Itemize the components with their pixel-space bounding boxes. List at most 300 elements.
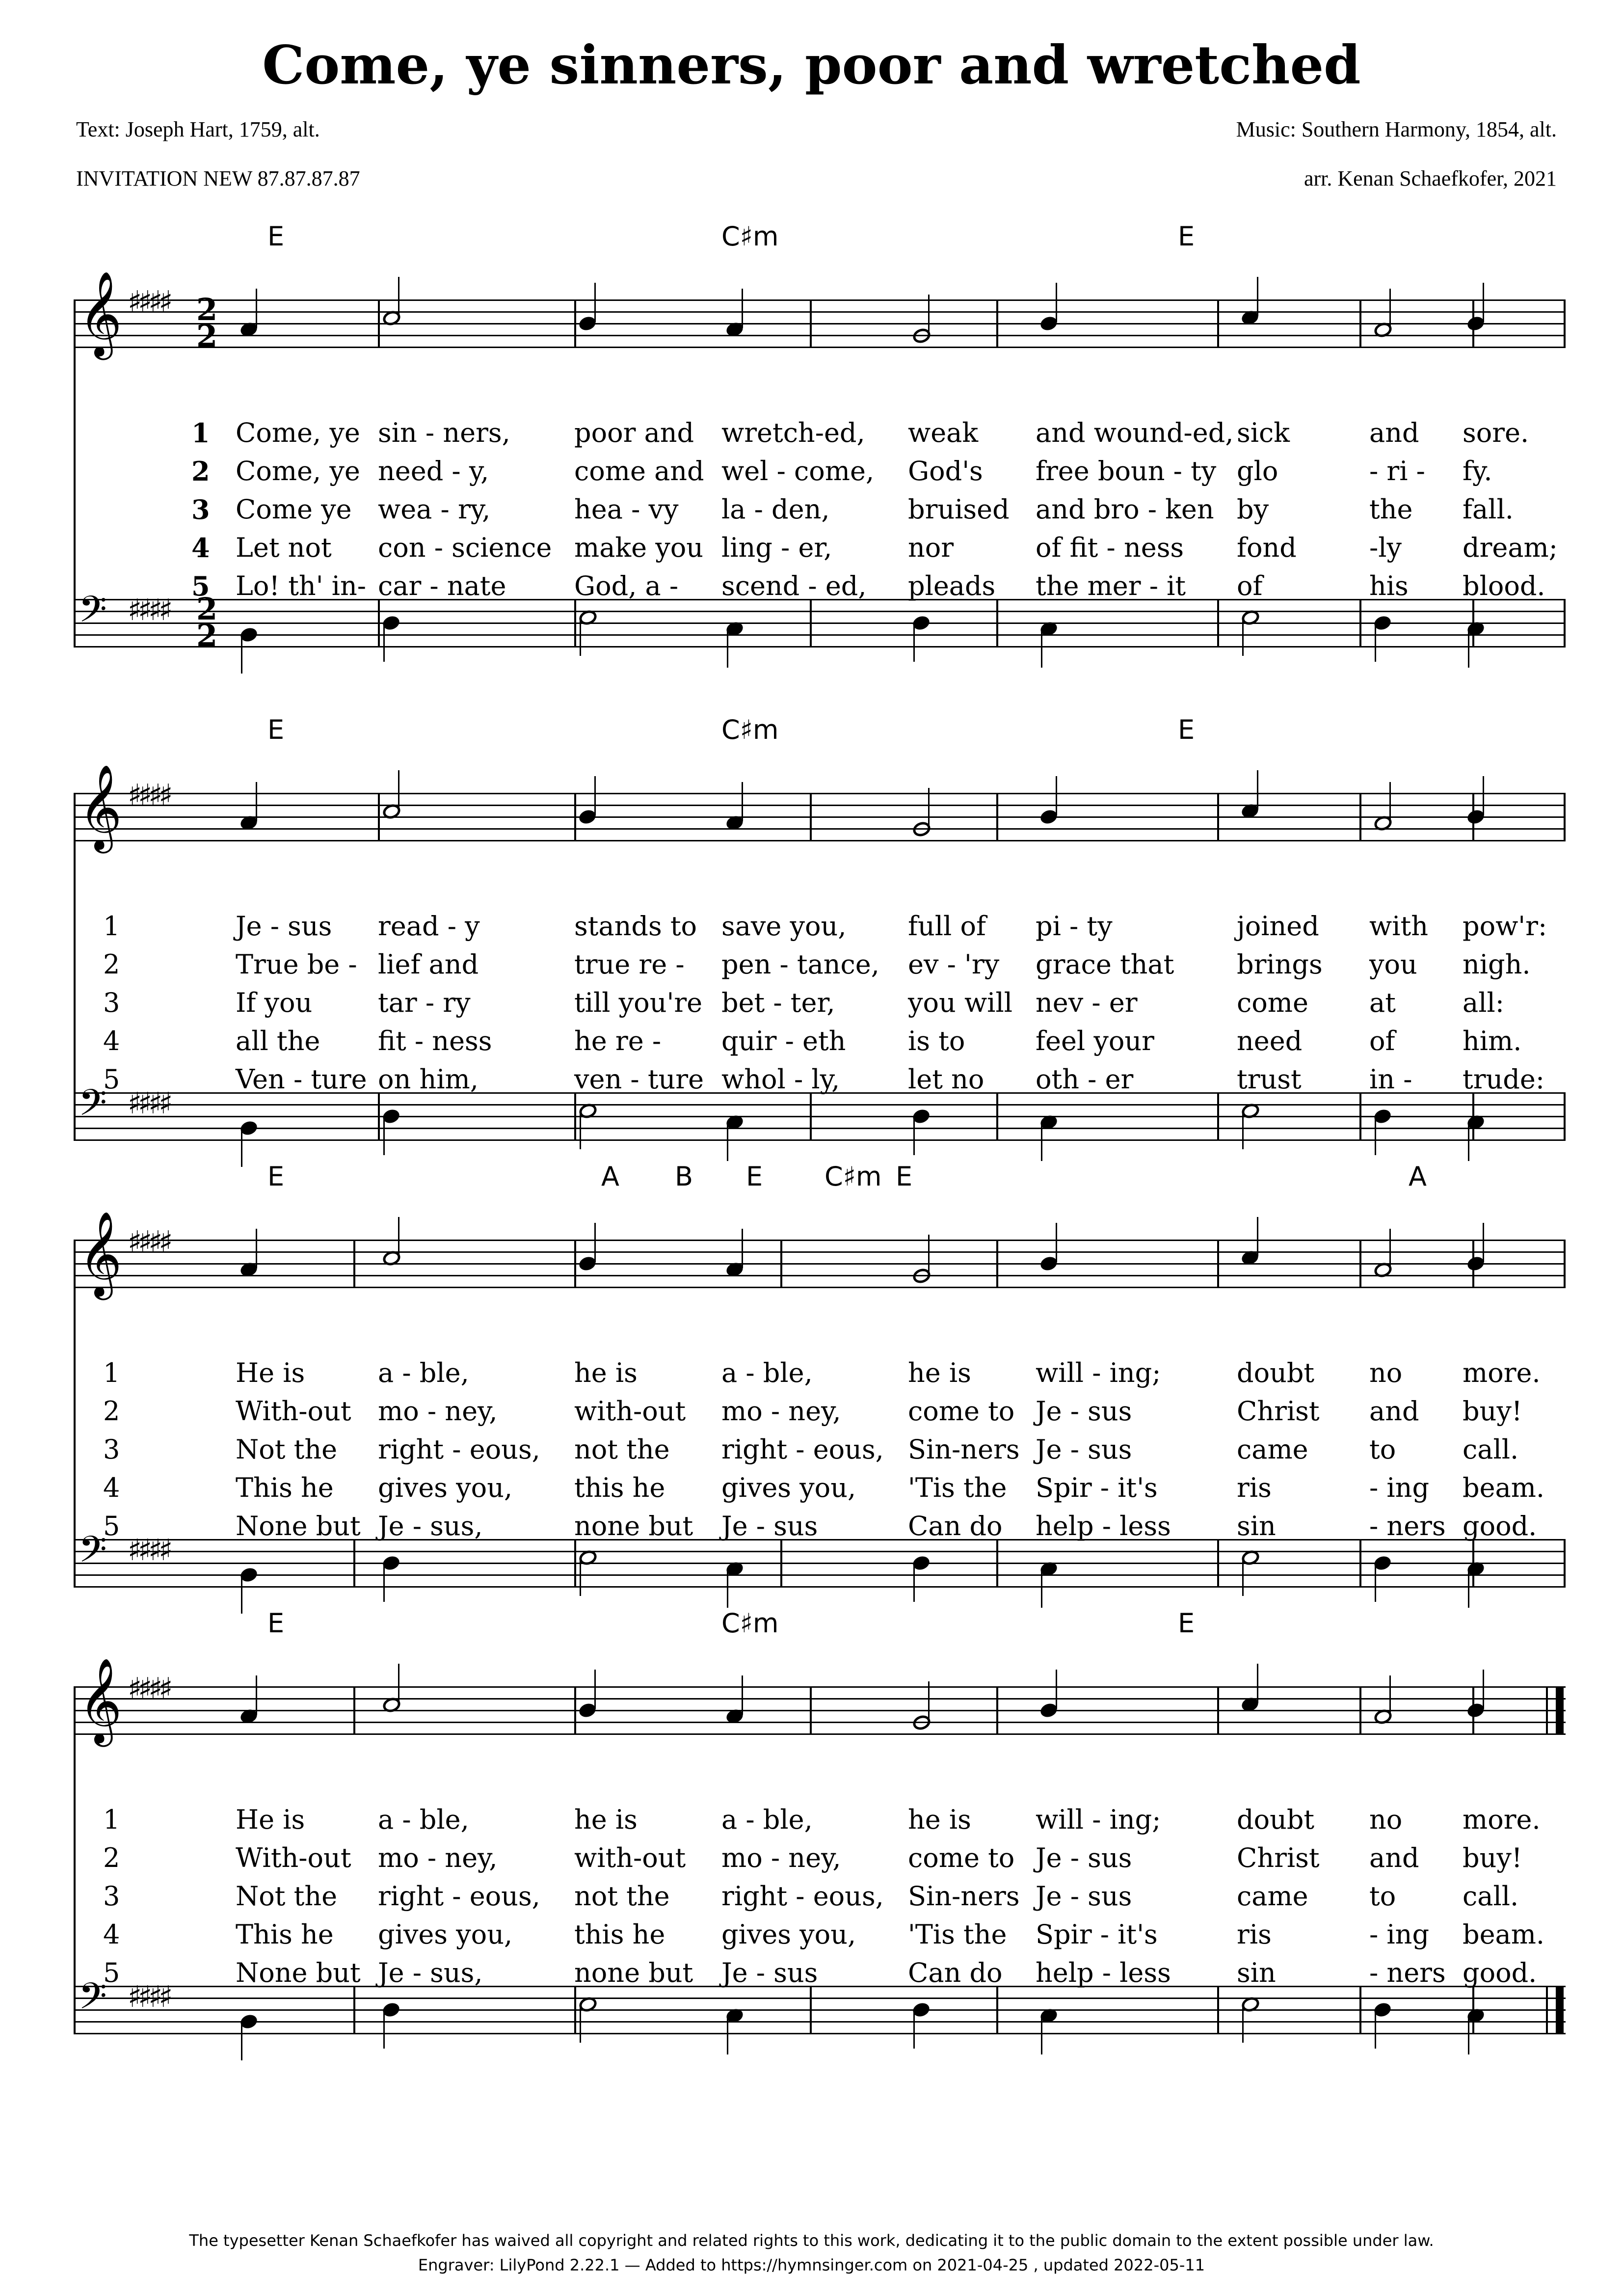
lyric-syllable: you: [1369, 949, 1417, 980]
note-stem: [913, 1116, 915, 1155]
note-stem: [928, 1235, 930, 1274]
verse-number: 1: [103, 1357, 120, 1388]
lyric-syllable: a - ble,: [721, 1357, 813, 1388]
lyric-syllable: God, a -: [574, 570, 679, 601]
lyric-syllable: - ners: [1369, 1511, 1446, 1541]
lyric-syllable: he re -: [574, 1026, 662, 1056]
footer-license: The typesetter Kenan Schaefkofer has waived all copyright and related rights to this work, dedicating it to the public domain to the extent possible under law.: [189, 2231, 1434, 2250]
time-signature-top: 2: [196, 292, 218, 327]
staff-line: [74, 1722, 1566, 1723]
verse-number: 4: [103, 1919, 120, 1950]
lyric-syllable: right - eous,: [378, 1881, 540, 1912]
lyric-syllable: not the: [574, 1434, 670, 1465]
barline: [1217, 299, 1219, 348]
lyric-syllable: with-out: [574, 1396, 686, 1427]
barline: [996, 599, 998, 648]
note-stem: [383, 1116, 385, 1155]
lyric-syllable: doubt: [1237, 1357, 1315, 1388]
lyric-syllable: right - eous,: [721, 1434, 884, 1465]
chord-symbol: C♯m: [721, 714, 779, 745]
note-stem: [727, 628, 728, 668]
barline: [810, 793, 812, 841]
lyric-syllable: Not the: [236, 1434, 338, 1465]
bass-clef-icon: 𝄢: [79, 1528, 107, 1580]
lyric-syllable: Spir - it's: [1036, 1919, 1158, 1950]
lyric-syllable: fall.: [1463, 494, 1514, 525]
lyric-syllable: Je - sus,: [378, 1957, 483, 1988]
lyric-syllable: feel your: [1036, 1026, 1154, 1056]
barline: [574, 1539, 576, 1588]
lyric-syllable: gives you,: [721, 1919, 856, 1950]
note-stem: [1257, 770, 1258, 810]
lyric-syllable: Can do: [908, 1511, 1003, 1541]
barline: [1217, 1539, 1219, 1588]
lyric-syllable: oth - er: [1036, 1064, 1134, 1095]
lyric-syllable: came: [1237, 1881, 1308, 1912]
note-stem: [1483, 283, 1484, 322]
barline: [1217, 1240, 1219, 1288]
lyric-syllable: pleads: [908, 570, 996, 601]
lyric-syllable: buy!: [1463, 1396, 1522, 1427]
lyric-syllable: true re -: [574, 949, 685, 980]
note-stem: [1041, 1568, 1042, 1608]
lyric-syllable: mo - ney,: [378, 1396, 498, 1427]
lyric-syllable: mo - ney,: [721, 1842, 841, 1873]
staff-line: [74, 2033, 1566, 2034]
key-signature-icon: ♯♯♯♯: [128, 1225, 169, 1259]
note-stem: [1483, 1223, 1484, 1262]
barline: [353, 1539, 355, 1588]
chord-symbol: E: [267, 714, 285, 745]
verse-5-lyrics: [74, 1957, 1566, 1992]
note-stem: [1389, 782, 1391, 821]
lyric-syllable: of: [1369, 1026, 1395, 1056]
lyric-syllable: is to: [908, 1026, 965, 1056]
note-stem: [1041, 2015, 1042, 2054]
lyric-syllable: - ners: [1369, 1957, 1446, 1988]
note-stem: [1375, 622, 1376, 662]
staff-line: [74, 646, 1566, 648]
lyric-syllable: poor and: [574, 417, 694, 448]
verse-number: 4: [103, 1472, 120, 1503]
key-signature-icon: ♯♯♯♯: [128, 1980, 169, 2014]
lyric-syllable: ling - er,: [721, 532, 832, 563]
lyric-syllable: help - less: [1036, 1511, 1171, 1541]
note-stem: [1257, 1217, 1258, 1256]
barline: [996, 1686, 998, 1735]
lyric-syllable: right - eous,: [378, 1434, 540, 1465]
bass-clef-icon: 𝄢: [79, 1081, 107, 1133]
lyric-syllable: None but: [236, 1957, 361, 1988]
note-stem: [594, 283, 596, 322]
treble-staff: [74, 1211, 1566, 1297]
lyric-syllable: - ri -: [1369, 456, 1425, 486]
note-stem: [1483, 776, 1484, 815]
staff-line: [74, 311, 1566, 313]
note-stem: [398, 1217, 399, 1256]
lyric-syllable: This he: [236, 1472, 334, 1503]
lyric-syllable: the mer - it: [1036, 570, 1186, 601]
lyric-syllable: 'Tis the: [908, 1472, 1007, 1503]
barline: [378, 299, 380, 348]
lyric-syllable: call.: [1463, 1881, 1519, 1912]
lyric-syllable: ven - ture: [574, 1064, 704, 1095]
note-stem: [580, 617, 581, 656]
lyric-syllable: a - ble,: [378, 1357, 469, 1388]
note-stem: [742, 289, 743, 328]
lyric-syllable: he is: [574, 1357, 638, 1388]
barline: [574, 1686, 576, 1735]
staff-line: [74, 793, 1566, 794]
verse-4-lyrics: [74, 1919, 1566, 1953]
staff-line: [74, 840, 1566, 841]
barline: [810, 299, 812, 348]
key-signature-icon: ♯♯♯♯: [128, 593, 169, 627]
lyric-syllable: make you: [574, 532, 704, 563]
barline: [996, 1092, 998, 1141]
verse-4-lyrics: [74, 1472, 1566, 1507]
lyric-syllable: more.: [1463, 1357, 1541, 1388]
lyric-syllable: wretch-ed,: [721, 417, 865, 448]
lyric-syllable: Je - sus,: [378, 1511, 483, 1541]
lyric-syllable: nigh.: [1463, 949, 1531, 980]
lyric-syllable: to: [1369, 1434, 1396, 1465]
lyric-syllable: stands to: [574, 911, 697, 942]
lyric-syllable: dream;: [1463, 532, 1558, 563]
lyric-syllable: with-out: [574, 1842, 686, 1873]
lyric-syllable: grace that: [1036, 949, 1174, 980]
note-stem: [928, 1681, 930, 1721]
verse-5-lyrics: [74, 570, 1566, 605]
note-stem: [1056, 283, 1057, 322]
key-signature-icon: ♯♯♯♯: [128, 1533, 169, 1567]
lyric-syllable: till you're: [574, 987, 703, 1018]
lyric-syllable: joined: [1237, 911, 1319, 942]
lyric-syllable: blood.: [1463, 570, 1545, 601]
note-stem: [1375, 2009, 1376, 2049]
barline: [378, 599, 380, 648]
verse-1-lyrics: [74, 417, 1566, 452]
lyric-syllable: Je - sus: [236, 911, 332, 942]
note-stem: [594, 776, 596, 815]
barline: [574, 793, 576, 841]
lyric-syllable: Sin-ners: [908, 1434, 1020, 1465]
note-stem: [727, 1568, 728, 1608]
lyric-syllable: come to: [908, 1842, 1015, 1873]
verse-number: 1: [103, 911, 120, 942]
treble-clef-icon: 𝄞: [79, 764, 122, 850]
key-signature-icon: ♯♯♯♯: [128, 778, 169, 812]
note-stem: [742, 1229, 743, 1268]
barline: [574, 1092, 576, 1141]
lyric-syllable: not the: [574, 1881, 670, 1912]
staff-line: [74, 347, 1566, 348]
lyric-syllable: Je - sus: [1036, 1881, 1132, 1912]
staff-line: [74, 1574, 1566, 1576]
lyric-syllable: all the: [236, 1026, 320, 1056]
lyric-syllable: fit - ness: [378, 1026, 492, 1056]
barline: [1359, 1686, 1361, 1735]
barline: [1564, 299, 1566, 348]
barline: [1359, 1986, 1361, 2034]
note-stem: [398, 277, 399, 316]
lyric-syllable: full of: [908, 911, 986, 942]
footer-engraver: Engraver: LilyPond 2.22.1 — Added to https://hymnsinger.com on 2021-04-25 , updated 2022-05-11: [418, 2256, 1205, 2274]
lyric-syllable: buy!: [1463, 1842, 1522, 1873]
staff-line: [74, 1263, 1566, 1265]
note-stem: [1375, 1116, 1376, 1155]
verse-number: 5: [191, 570, 210, 602]
note-stem: [1041, 628, 1042, 668]
lyric-syllable: Let not: [236, 532, 332, 563]
lyric-syllable: beam.: [1463, 1919, 1545, 1950]
staff-line: [74, 323, 1566, 324]
barline: [1564, 793, 1566, 841]
note-stem: [398, 1664, 399, 1703]
lyric-syllable: bruised: [908, 494, 1010, 525]
note-stem: [241, 634, 242, 674]
lyric-syllable: none but: [574, 1957, 693, 1988]
barline: [996, 1240, 998, 1288]
barline: [780, 1240, 782, 1288]
lyric-syllable: - ing: [1369, 1919, 1430, 1950]
chord-symbol: E: [746, 1161, 763, 1192]
lyric-syllable: this he: [574, 1919, 665, 1950]
lyric-syllable: by: [1237, 494, 1269, 525]
verse-4-lyrics: [74, 1026, 1566, 1060]
treble-staff: [74, 1658, 1566, 1743]
verse-2-lyrics: [74, 1842, 1566, 1877]
text-credit: Text: Joseph Hart, 1759, alt.: [76, 117, 320, 141]
lyric-syllable: the: [1369, 494, 1413, 525]
barline: [1564, 1240, 1566, 1288]
barline: [780, 1539, 782, 1588]
note-stem: [256, 1229, 257, 1268]
tune-meter: INVITATION NEW 87.87.87.87: [76, 166, 360, 190]
lyric-syllable: with: [1369, 911, 1428, 942]
barline: [353, 1686, 355, 1735]
treble-staff: [74, 764, 1566, 850]
verse-5-lyrics: [74, 1064, 1566, 1098]
barline: [378, 1092, 380, 1141]
note-stem: [742, 782, 743, 821]
barline: [574, 1240, 576, 1288]
lyric-syllable: and: [1369, 1396, 1419, 1427]
verse-number: 2: [103, 1396, 120, 1427]
lyric-syllable: doubt: [1237, 1804, 1315, 1835]
staff-line: [74, 1116, 1566, 1117]
verse-3-lyrics: [74, 494, 1566, 528]
barline: [353, 1240, 355, 1288]
lyric-syllable: need - y,: [378, 456, 489, 486]
barline: [996, 299, 998, 348]
system-3: [74, 1161, 1566, 1652]
treble-clef-icon: 𝄞: [79, 1211, 122, 1297]
lyric-syllable: trust: [1237, 1064, 1302, 1095]
lyric-syllable: weak: [908, 417, 979, 448]
note-stem: [913, 622, 915, 662]
barline: [810, 1686, 812, 1735]
staff-line: [74, 1698, 1566, 1700]
note-stem: [594, 1670, 596, 1709]
barline: [996, 1986, 998, 2034]
lyric-syllable: Can do: [908, 1957, 1003, 1988]
lyric-syllable: beam.: [1463, 1472, 1545, 1503]
lyric-syllable: True be -: [236, 949, 357, 980]
note-stem: [1056, 1670, 1057, 1709]
lyric-syllable: will - ing;: [1036, 1357, 1161, 1388]
lyric-syllable: gives you,: [378, 1919, 513, 1950]
verse-1-lyrics: [74, 1804, 1566, 1838]
note-stem: [928, 295, 930, 334]
barline: [1359, 793, 1361, 841]
lyric-syllable: Christ: [1237, 1396, 1320, 1427]
lyric-syllable: in -: [1369, 1064, 1412, 1095]
treble-clef-icon: 𝄞: [79, 271, 122, 356]
lyric-syllable: this he: [574, 1472, 665, 1503]
note-stem: [1242, 2003, 1244, 2043]
staff-line: [74, 805, 1566, 806]
bass-clef-icon: 𝄢: [79, 1975, 107, 2026]
treble-staff: [74, 271, 1566, 356]
note-stem: [398, 770, 399, 810]
note-stem: [1375, 1563, 1376, 1602]
system-2: [74, 714, 1566, 1205]
lyric-syllable: la - den,: [721, 494, 830, 525]
final-barline: [1556, 1686, 1564, 1735]
barline: [574, 299, 576, 348]
lyric-syllable: 'Tis the: [908, 1919, 1007, 1950]
chord-symbol: C♯m: [721, 221, 779, 252]
staff-line: [74, 1128, 1566, 1129]
lyric-syllable: If you: [236, 987, 313, 1018]
lyric-syllable: Je - sus: [1036, 1842, 1132, 1873]
lyric-syllable: With-out: [236, 1396, 351, 1427]
staff-line: [74, 1104, 1566, 1106]
lyric-syllable: none but: [574, 1511, 693, 1541]
chord-symbol: A: [601, 1161, 619, 1192]
key-signature-icon: ♯♯♯♯: [128, 285, 169, 319]
barline: [1217, 1686, 1219, 1735]
lyric-syllable: came: [1237, 1434, 1308, 1465]
note-stem: [1257, 1664, 1258, 1703]
lyric-syllable: him.: [1463, 1026, 1522, 1056]
lyric-syllable: free boun - ty: [1036, 456, 1217, 486]
staff-line: [74, 299, 1566, 301]
lyric-syllable: a - ble,: [721, 1804, 813, 1835]
lyric-syllable: tar - ry: [378, 987, 471, 1018]
lyric-syllable: no: [1369, 1357, 1403, 1388]
note-stem: [256, 289, 257, 328]
system-4: [74, 1608, 1566, 2099]
lyric-syllable: will - ing;: [1036, 1804, 1161, 1835]
chord-symbol: E: [896, 1161, 913, 1192]
staff-line: [74, 816, 1566, 818]
verse-2-lyrics: [74, 456, 1566, 490]
lyric-syllable: He is: [236, 1357, 305, 1388]
lyric-syllable: no: [1369, 1804, 1403, 1835]
lyric-syllable: to: [1369, 1881, 1396, 1912]
lyric-syllable: gives you,: [378, 1472, 513, 1503]
lyric-syllable: gives you,: [721, 1472, 856, 1503]
barline: [810, 1986, 812, 2034]
music-credit: Music: Southern Harmony, 1854, alt.: [1236, 117, 1557, 141]
lyric-syllable: come and: [574, 456, 704, 486]
chord-symbol: C♯m: [721, 1608, 779, 1639]
lyric-syllable: of: [1237, 570, 1263, 601]
lyric-syllable: Je - sus: [1036, 1434, 1132, 1465]
barline: [378, 793, 380, 841]
barline: [1564, 599, 1566, 648]
lyric-syllable: bet - ter,: [721, 987, 835, 1018]
chord-symbol: E: [1178, 221, 1195, 252]
note-stem: [1468, 628, 1469, 668]
staff-line: [74, 2021, 1566, 2023]
note-stem: [1389, 1675, 1391, 1715]
verse-5-lyrics: [74, 1511, 1566, 1545]
staff-line: [74, 1998, 1566, 1999]
lyric-syllable: come: [1237, 987, 1308, 1018]
lyric-syllable: mo - ney,: [378, 1842, 498, 1873]
note-stem: [594, 1223, 596, 1262]
lyric-syllable: trude:: [1463, 1064, 1545, 1095]
note-stem: [1242, 1557, 1244, 1596]
note-stem: [742, 1675, 743, 1715]
note-stem: [928, 788, 930, 827]
lyric-syllable: - ing: [1369, 1472, 1430, 1503]
key-signature-icon: ♯♯♯♯: [128, 1086, 169, 1121]
barline: [1359, 299, 1361, 348]
barline: [1359, 1092, 1361, 1141]
note-stem: [727, 2015, 728, 2054]
note-stem: [1257, 277, 1258, 316]
lyric-syllable: and: [1369, 417, 1419, 448]
barline: [996, 1539, 998, 1588]
lyric-syllable: sin - ners,: [378, 417, 510, 448]
lyric-syllable: you will: [908, 987, 1012, 1018]
lyric-syllable: hea - vy: [574, 494, 679, 525]
lyric-syllable: -ly: [1369, 532, 1402, 563]
lyric-syllable: need: [1237, 1026, 1303, 1056]
verse-3-lyrics: [74, 1434, 1566, 1468]
verse-number: 3: [191, 494, 210, 525]
lyric-syllable: and: [1369, 1842, 1419, 1873]
note-stem: [1468, 1122, 1469, 1161]
lyric-syllable: call.: [1463, 1434, 1519, 1465]
lyric-syllable: pow'r:: [1463, 911, 1547, 942]
barline: [810, 599, 812, 648]
chord-symbol: B: [675, 1161, 693, 1192]
barline: [1546, 1986, 1548, 2034]
lyric-syllable: mo - ney,: [721, 1396, 841, 1427]
lyric-syllable: right - eous,: [721, 1881, 884, 1912]
note-stem: [1483, 1670, 1484, 1709]
staff-line: [74, 611, 1566, 612]
note-stem: [1041, 1122, 1042, 1161]
note-stem: [913, 2009, 915, 2049]
lyric-syllable: he is: [908, 1804, 971, 1835]
bass-clef-icon: 𝄢: [79, 588, 107, 640]
bass-staff: [74, 1528, 1566, 1588]
note-stem: [1468, 1568, 1469, 1608]
verse-number: 4: [103, 1026, 120, 1056]
note-stem: [1056, 1223, 1057, 1262]
barline: [574, 599, 576, 648]
staff-line: [74, 828, 1566, 830]
staff-line: [74, 1586, 1566, 1588]
time-signature-top: 2: [196, 591, 218, 627]
lyric-syllable: sin: [1237, 1957, 1276, 1988]
